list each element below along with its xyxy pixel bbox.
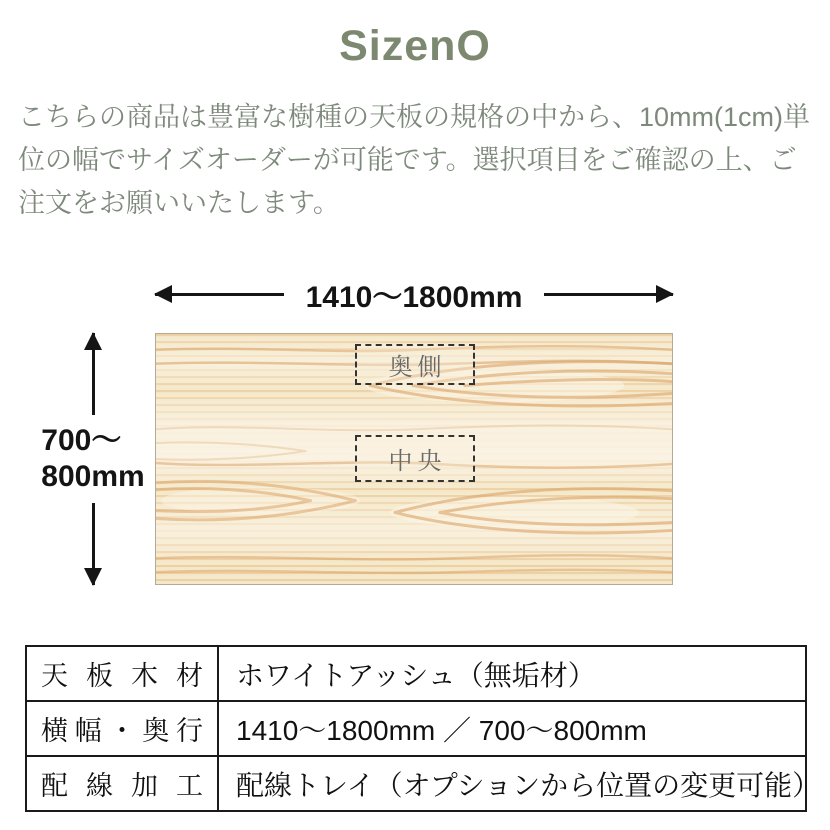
spec-value-size: 1410〜1800mm ／ 700〜800mm xyxy=(218,701,806,756)
width-dimension xyxy=(155,278,673,314)
arrow-up-icon xyxy=(92,333,95,415)
spec-label-wood: 天板木材 xyxy=(26,646,218,701)
zone-back-label: 奥側 xyxy=(388,354,447,381)
table-row xyxy=(26,701,806,756)
arrow-left-icon xyxy=(155,293,284,296)
depth-dimension-label xyxy=(41,423,144,495)
spec-table xyxy=(25,645,821,812)
zone-center-label: 中央 xyxy=(388,448,447,475)
table-row xyxy=(26,756,806,811)
width-dimension-label: 1410〜1800mm xyxy=(305,281,523,314)
arrow-down-icon xyxy=(92,503,95,585)
table-row xyxy=(26,646,806,701)
zone-center xyxy=(355,435,475,482)
depth-dimension-line2: 800mm xyxy=(41,460,145,493)
spec-value-wiring: 配線トレイ（オプションから位置の変更可能） xyxy=(218,756,806,811)
arrow-right-icon xyxy=(544,293,673,296)
intro-text: こちらの商品は豊富な樹種の天板の規格の中から、10mm(1cm)単位の幅でサイズオーダーが可能です。選択項目をご確認の上、ご注文をお願いいたします。 xyxy=(18,102,811,218)
spec-label-size: 横幅・奥行 xyxy=(26,701,218,756)
tabletop-image xyxy=(155,333,673,585)
zone-back xyxy=(355,344,475,385)
depth-dimension xyxy=(40,333,146,585)
spec-value-wood: ホワイトアッシュ（無垢材） xyxy=(218,646,806,701)
depth-dimension-line1: 700〜 xyxy=(41,424,122,457)
spec-label-wiring: 配線加工 xyxy=(26,756,218,811)
page-title: SizenO xyxy=(339,22,491,70)
